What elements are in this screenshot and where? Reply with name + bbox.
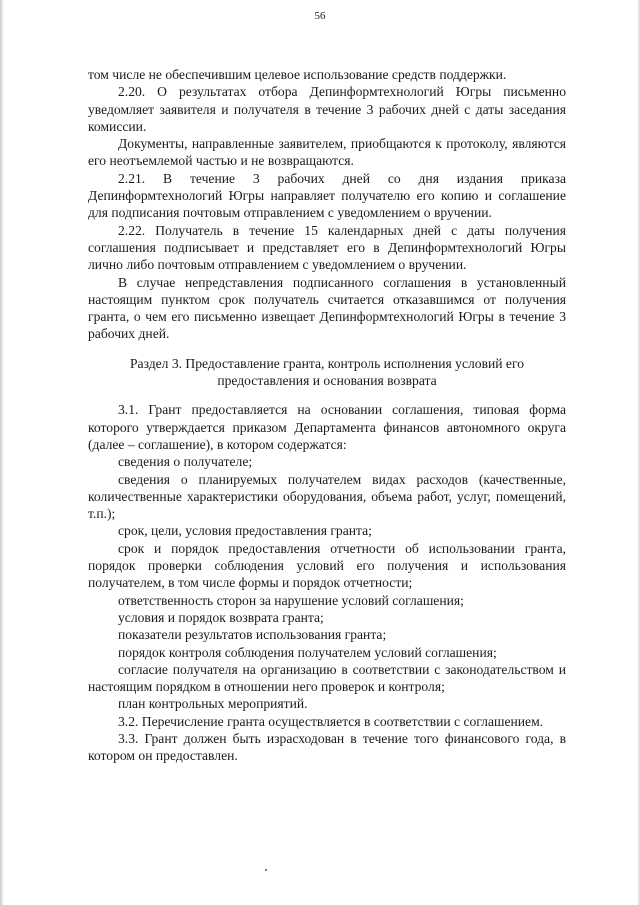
list-item-control-plan: план контрольных мероприятий. [118,696,308,712]
document-body [88,66,566,765]
list-item-return-conditions: условия и порядок возврата гранта; [118,609,324,625]
list-item-control-procedure: порядок контроля соблюдения получателем условий соглашения; [118,644,497,660]
spacer [88,389,566,401]
paragraph-documents: Документы, направленные заявителем, приобщаются к протоколу, являются его неотъемлемой частью и не возвращаются. [88,136,566,169]
list-item-recipient-info: сведения о получателе; [118,454,253,470]
scan-speck [265,869,267,871]
paragraph-3-2: 3.2. Перечисление гранта осуществляется в соответствии с соглашением. [118,713,544,729]
scan-edge-left [0,0,4,905]
list-item-responsibility: ответственность сторон за нарушение условий соглашения; [118,592,464,608]
page-number: 56 [314,10,326,22]
paragraph-continuation: том числе не обеспечившим целевое использование средств поддержки. [88,67,507,82]
paragraph-2-22: 2.22. Получатель в течение 15 календарных дней с даты получения соглашения подписывает и представляет его в Депинформтехнологий Югры лично либо почтовым отправлением с уведомлением о вручении. [88,222,566,273]
list-item-terms-goals: срок, цели, условия предоставления гранта; [118,523,372,539]
list-item-reporting: срок и порядок предоставления отчетности об использовании гранта, порядок проверки соблюдения условий его получения и использования получателем, в том числе формы и порядок отчетности; [88,540,566,591]
list-item-consent: согласие получателя на организацию в соответствии с законодательством и настоящим порядком в отношении него проверок и контроля; [88,661,566,695]
paragraph-non-submission: В случае непредставления подписанного соглашения в установленный настоящим пунктом срок получатель считается отказавшимся от получения гранта, о чем его письменно извещает Депинформтехнологий Югры в течение 3 рабочих дней. [88,274,566,342]
paragraph-2-21: 2.21. В течение 3 рабочих дней со дня издания приказа Депинформтехнологий Югры направляет получателю его копию и соглашение для подписания почтовым отправлением с уведомлением о вручении. [88,170,566,221]
list-item-indicators: показатели результатов использования гранта; [118,627,387,643]
paragraph-3-1: 3.1. Грант предоставляется на основании соглашения, типовая форма которого утверждается приказом Департамента финансов автономного округа (далее – соглашение), в котором содержатся: [88,402,566,452]
paragraph-2-20: 2.20. О результатах отбора Депинформтехнологий Югры письменно уведомляет заявителя и получателя в течение 3 рабочих дней с даты заседания комиссии. [88,84,566,134]
spacer [88,343,566,355]
section-3-heading: Раздел 3. Предоставление гранта, контроль исполнения условий его предоставления и основания возврата [129,355,525,389]
paragraph-3-3: 3.3. Грант должен быть израсходован в течение того финансового года, в котором он предоставлен. [88,730,566,764]
list-item-planned-expenses: сведения о планируемых получателем видах расходов (качественные, количественные характеристики оборудования, объема работ, услуг, помещений, т.п.); [88,471,566,522]
